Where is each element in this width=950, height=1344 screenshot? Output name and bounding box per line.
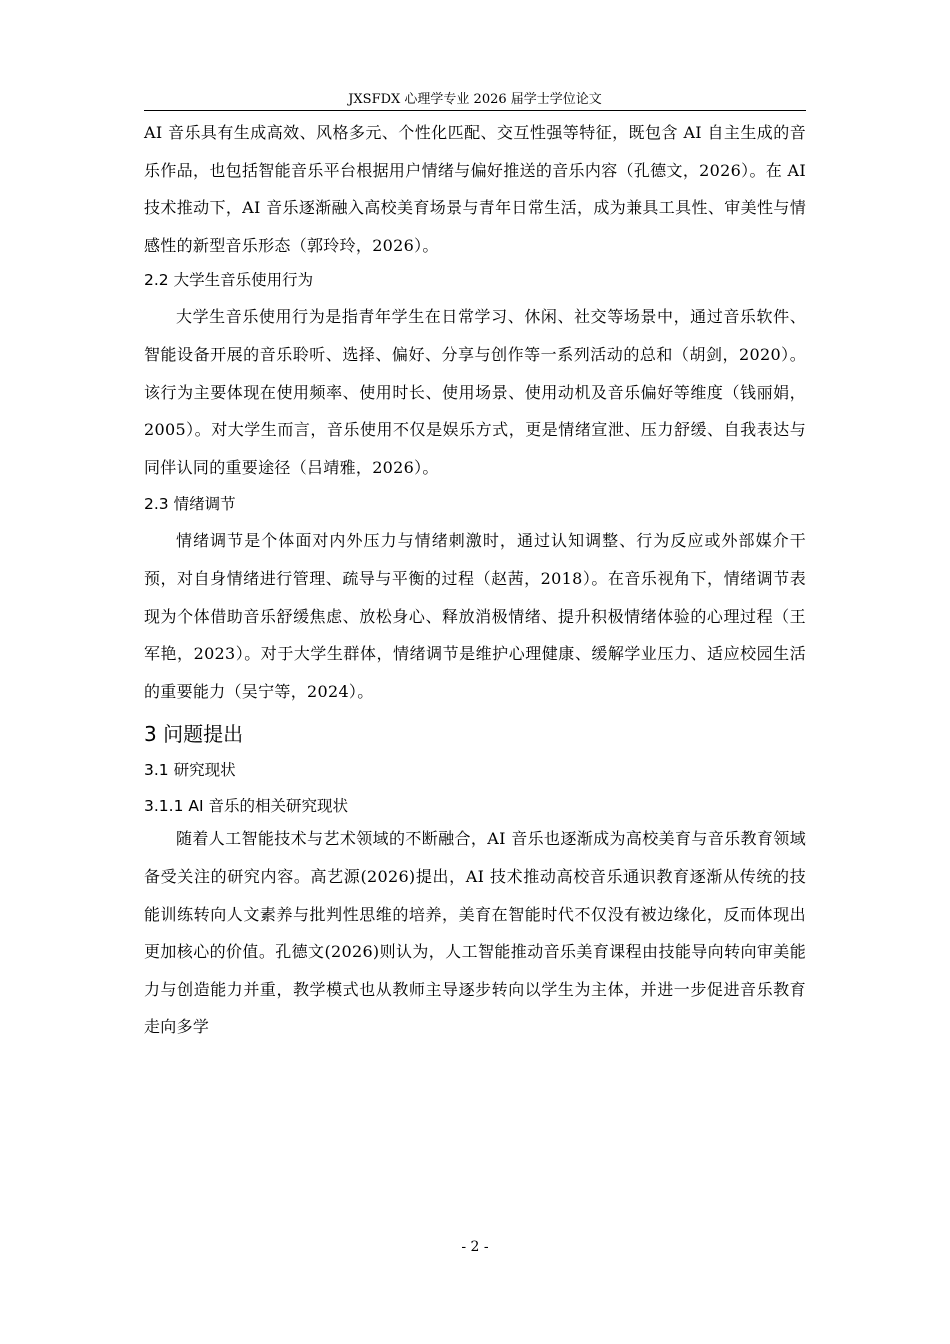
section-2-2-paragraph: 大学生音乐使用行为是指青年学生在日常学习、休闲、社交等场景中，通过音乐软件、智能设备开展的音乐聆听、选择、偏好、分享与创作等一系列活动的总和（胡剑，2020）。该行为主要体现在使用频率、使用时长、使用场景、使用动机及音乐偏好等维度（钱丽娟，2005）。对大学生而言，音乐使用不仅是娱乐方式，更是情绪宣泄、压力舒缓、自我表达与同伴认同的重要途径（吕靖雅，2026）。	[144, 307, 806, 477]
intro-paragraph: AI 音乐具有生成高效、风格多元、个性化匹配、交互性强等特征，既包含 AI 自主生成的音乐作品，也包括智能音乐平台根据用户情绪与偏好推送的音乐内容（孔德文，2026）。在 AI 技术推动下，AI 音乐逐渐融入高校美育场景与青年日常生活，成为兼具工具性、审美性与情感性的新型音乐形态（郭玲玲，2026）。	[144, 123, 806, 255]
section-2-2-heading: 2.2 大学生音乐使用行为	[144, 271, 314, 290]
page-number: - 2 -	[461, 1239, 489, 1255]
header-rule	[144, 110, 806, 111]
section-3-1-1-heading: 3.1.1 AI 音乐的相关研究现状	[144, 797, 348, 816]
page-content	[144, 114, 806, 1046]
section-2-3-heading: 2.3 情绪调节	[144, 495, 236, 514]
section-2-3-paragraph: 情绪调节是个体面对内外压力与情绪刺激时，通过认知调整、行为反应或外部媒介干预，对自身情绪进行管理、疏导与平衡的过程（赵茜，2018）。在音乐视角下，情绪调节表现为个体借助音乐舒缓焦虑、放松身心、释放消极情绪、提升积极情绪体验的心理过程（王军艳，2023）。对于大学生群体，情绪调节是维护心理健康、缓解学业压力、适应校园生活的重要能力（吴宁等，2024）。	[144, 531, 806, 701]
section-3-1-1-paragraph: 随着人工智能技术与艺术领域的不断融合，AI 音乐也逐渐成为高校美育与音乐教育领域备受关注的研究内容。高艺源(2026)提出，AI 技术推动高校音乐通识教育逐渐从传统的技能训练转向人文素养与批判性思维的培养，美育在智能时代不仅没有被边缘化，反而体现出更加核心的价值。孔德文(2026)则认为，人工智能推动音乐美育课程由技能导向转向审美能力与创造能力并重，教学模式也从教师主导逐步转向以学生为主体，并进一步促进音乐教育走向多学	[144, 829, 806, 1037]
running-header: JXSFDX 心理学专业 2026 届学士学位论文	[348, 92, 602, 107]
section-3-1-heading: 3.1 研究现状	[144, 761, 236, 780]
chapter-3-heading: 3 问题提出	[144, 722, 244, 747]
